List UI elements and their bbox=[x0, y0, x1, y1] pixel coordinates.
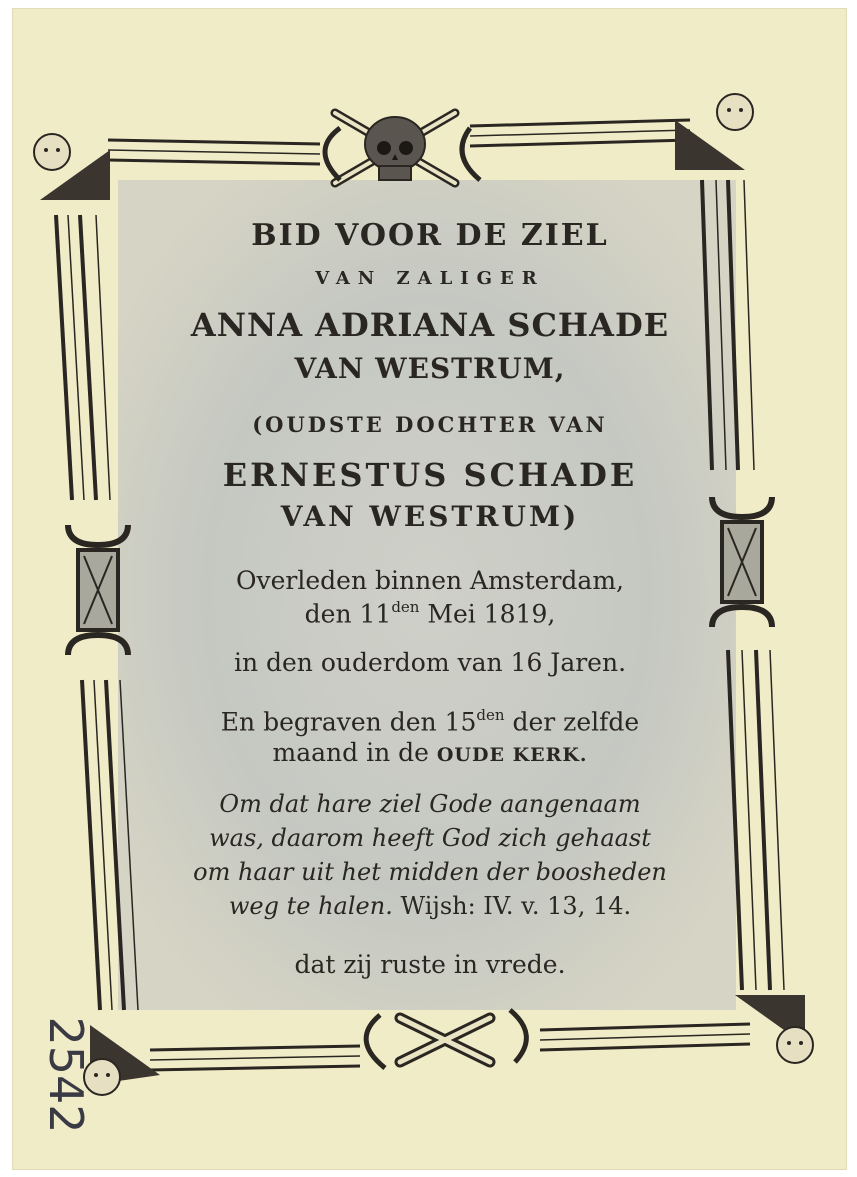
catalog-number bbox=[20, 990, 93, 1160]
deceased-name: ANNA ADRIANA SCHADE bbox=[190, 306, 670, 344]
burial-line bbox=[150, 706, 710, 737]
church-name: OUDE KERK. bbox=[436, 744, 588, 766]
death-date-pre: den 11 bbox=[304, 599, 392, 629]
father-surname: VAN WESTRUM) bbox=[280, 500, 580, 533]
scripture-line-4 bbox=[150, 892, 710, 920]
age-line: in den ouderdom van 16 Jaren. bbox=[233, 648, 627, 677]
cherub-icon bbox=[34, 134, 110, 200]
death-date bbox=[150, 598, 710, 629]
scripture-line-1: Om dat hare ziel Gode aangenaam bbox=[219, 790, 641, 818]
eldest-daughter-line: (OUDSTE DOCHTER VAN bbox=[252, 412, 608, 437]
scripture-line-3: om haar uit het midden der boosheden bbox=[193, 858, 667, 886]
cherub-icon bbox=[84, 1025, 160, 1095]
cherub-icon bbox=[675, 94, 753, 170]
father-name: ERNESTUS SCHADE bbox=[222, 456, 638, 494]
burial-pre: En begraven den 15 bbox=[220, 707, 477, 737]
scripture-line-2: was, daarom heeft God zich gehaast bbox=[209, 824, 651, 852]
crossed-bones-icon bbox=[400, 1018, 490, 1062]
skull-crossbones-icon bbox=[335, 113, 455, 183]
burial-place bbox=[150, 738, 710, 767]
scripture-line-4-italic: weg te halen. bbox=[228, 892, 393, 920]
death-date-suffix: den bbox=[391, 598, 420, 616]
burial-place-pre: maand in de bbox=[272, 738, 437, 767]
burial-post: der zelfde bbox=[504, 707, 640, 737]
rest-in-peace: dat zij ruste in vrede. bbox=[294, 950, 566, 979]
cherub-icon bbox=[735, 995, 813, 1063]
subheading-van-zaliger: VAN ZALIGER bbox=[315, 268, 545, 289]
death-date-post: Mei 1819, bbox=[419, 599, 556, 629]
scripture-reference: Wijsh: IV. v. 13, 14. bbox=[392, 892, 632, 920]
burial-suffix: den bbox=[476, 706, 505, 724]
deceased-surname: VAN WESTRUM, bbox=[294, 352, 566, 385]
heading-pray: BID VOOR DE ZIEL bbox=[251, 218, 609, 253]
death-place: Overleden binnen Amsterdam, bbox=[236, 566, 624, 595]
catalog-number-text: 2542 bbox=[39, 1016, 93, 1134]
